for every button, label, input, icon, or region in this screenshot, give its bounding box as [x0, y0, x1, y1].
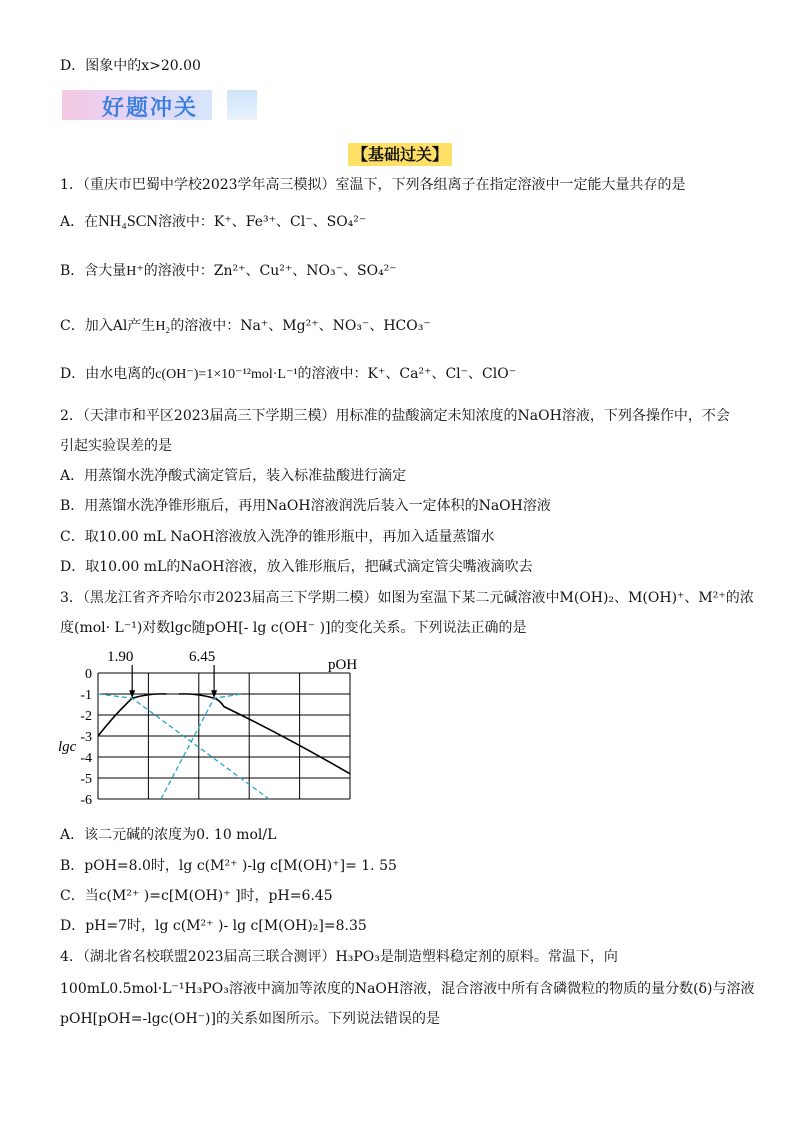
- q1-c-suffix: 的溶液中：Na⁺、Mg²⁺、NO₃⁻、HCO₃⁻: [170, 318, 431, 334]
- q3-option-c: C．当c(M²⁺ )=c[M(OH)⁺ ]时，pH=6.45: [60, 888, 333, 904]
- y-tick-labels: [80, 667, 92, 808]
- q3-option-a: A．该二元碱的浓度为0. 10 mol/L: [60, 827, 277, 843]
- previous-option-d: D．图象中的x>20.00: [60, 58, 201, 74]
- q3-option-b: B．pOH=8.0时，lg c(M²⁺ )-lg c[M(OH)⁺]= 1. 55: [60, 858, 397, 874]
- y-tick-label: -3: [80, 730, 92, 745]
- q3-stem-line2: 度(mol· L⁻¹)对数lgc随pOH[- lg c(OH⁻ )]的变化关系。下列说法正确的是: [60, 620, 527, 636]
- annotation-label: 1.90: [107, 649, 134, 665]
- q1-b-suffix: 的溶液中：Zn²⁺、Cu²⁺、NO₃⁻、SO₄²⁻: [143, 263, 397, 279]
- chart-annotations: [107, 649, 217, 698]
- section-banner: [62, 86, 257, 124]
- q1-c-reagent: H₂: [155, 319, 171, 334]
- banner-decoration: [227, 90, 257, 120]
- q1-b-prefix: B．含大量: [60, 263, 127, 279]
- annotation-label: 6.45: [188, 649, 216, 665]
- y-axis-label: lgc: [58, 739, 77, 755]
- q1-b-reagent: H⁺: [126, 264, 144, 279]
- q4-stem-line2: 100mL0.5mol·L⁻¹H₃PO₃溶液中滴加等浓度的NaOH溶液，混合溶液中所有含磷微粒的物质的量分数(δ)与溶液: [60, 981, 755, 997]
- y-tick-label: -4: [80, 751, 92, 766]
- lgc-vs-poh-chart: [58, 645, 368, 825]
- y-tick-label: -2: [80, 709, 92, 724]
- y-tick-label: -5: [80, 772, 92, 787]
- q1-a-prefix: A．在: [60, 214, 99, 230]
- dashed-series-line: [98, 694, 269, 799]
- chart-grid: [98, 673, 350, 799]
- q4-stem-line3: pOH[pOH=-lgc(OH⁻)]的关系如图所示。下列说法错误的是: [60, 1011, 440, 1027]
- q2-option-d: D．取10.00 mL的NaOH溶液，放入锥形瓶后，把碱式滴定管尖嘴液滴吹去: [60, 559, 533, 575]
- q2-option-b: B．用蒸馏水洗净锥形瓶后，再用NaOH溶液润洗后装入一定体积的NaOH溶液: [60, 498, 551, 514]
- q1-d-reagent: c(OH⁻)=1×10⁻¹²mol·L⁻¹: [155, 367, 298, 382]
- q2-option-c: C．取10.00 mL NaOH溶液放入洗净的锥形瓶中，再加入适量蒸馏水: [60, 529, 495, 545]
- q1-c-prefix: C．加入Al产生: [60, 318, 156, 334]
- y-tick-label: 0: [85, 667, 92, 682]
- q1-option-c: [60, 316, 431, 337]
- q3-stem-line1: 3．（黑龙江省齐齐哈尔市2023届高三下学期二模）如图为室温下某二元碱溶液中M(OH)₂、M(OH)⁺、M²⁺的浓: [60, 590, 754, 606]
- section-title: [0, 142, 800, 165]
- q1-option-b: [60, 261, 397, 282]
- q2-stem-line2: 引起实验误差的是: [60, 438, 172, 454]
- q4-stem-line1: 4．（湖北省名校联盟2023届高三联合测评）H₃PO₃是制造塑料稳定剂的原料。常温下，向: [60, 949, 618, 965]
- q2-option-a: A．用蒸馏水洗净酸式滴定管后，装入标准盐酸进行滴定: [60, 468, 407, 484]
- y-tick-label: -1: [80, 688, 92, 703]
- q1-option-a: [60, 212, 366, 232]
- q1-option-d: [60, 364, 516, 385]
- section-title-label: 【基础过关】: [348, 143, 452, 166]
- q1-d-suffix: 的溶液中：K⁺、Ca²⁺、Cl⁻、ClO⁻: [297, 366, 517, 382]
- q1-stem: 1．（重庆市巴蜀中学校2023学年高三模拟）室温下，下列各组离子在指定溶液中一定能大量共存的是: [60, 177, 686, 193]
- y-tick-label: -6: [80, 793, 92, 808]
- chart-series: [98, 694, 350, 799]
- q1-d-prefix: D．由水电离的: [60, 366, 156, 382]
- q2-stem-line1: 2．（天津市和平区2023届高三下学期三模）用标准的盐酸滴定未知浓度的NaOH溶液，下列各操作中，不会: [60, 408, 730, 424]
- x-axis-label: pOH: [328, 657, 358, 673]
- q1-a-suffix: 溶液中：K⁺、Fe³⁺、Cl⁻、SO₄²⁻: [157, 214, 367, 230]
- solid-series-line: [179, 694, 350, 774]
- banner-text: 好题冲关: [102, 96, 199, 121]
- q1-a-reagent: NH₄SCN: [98, 213, 158, 230]
- q3-option-d: D．pH=7时，lg c(M²⁺ )- lg c[M(OH)₂]=8.35: [60, 918, 367, 934]
